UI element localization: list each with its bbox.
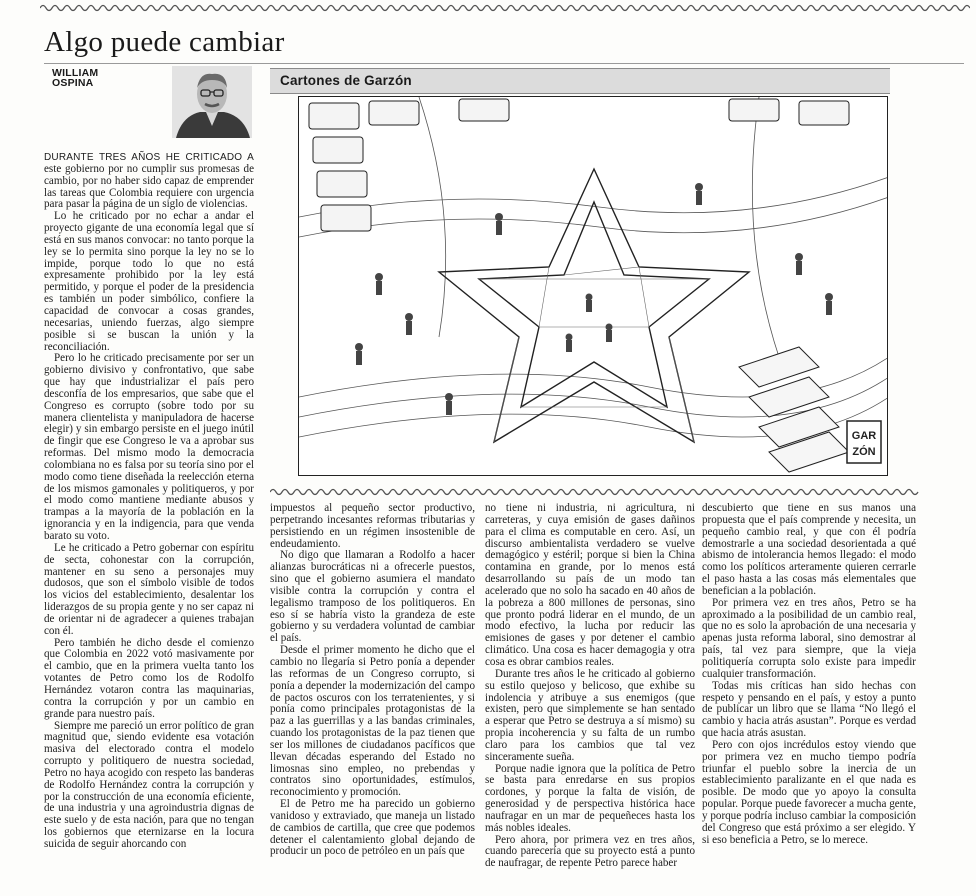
article-paragraph: Durante tres años le he criticado al gobierno su estilo quejoso y belicoso, que exhibe su indolencia y atribuye a sus enemigos (que existen, pero que simplemente se han sentado a esperar que Petro se destruya a sí mismo) su propia incoherencia y su falta de un rumbo claro para los cambios que tal vez sinceramente sueña. [485, 667, 695, 763]
lead-text: este gobierno por no cumplir sus promesas de cambio, por no haber sido capaz de emprender las tareas que Colombia requiere con urgencia para pasar la página de un siglo de violencias. [44, 162, 254, 211]
article-paragraph: No digo que llamaran a Rodolfo a hacer alianzas burocráticas ni a ofrecerle puestos, sino que el gobierno asumiera el mandato visible contra la corrupción y contra el legalismo tramposo de los politiqueros. En eso sí se habría visto la grandeza de este gobierno y su verdadera voluntad de cambiar el país. [270, 549, 475, 645]
article-paragraph: Todas mis críticas han sido hechas con respeto y pensando en el país, y estoy a punto de publicar un libro que se llama “No llegó el cambio y hacia atrás asustan”. Porque es verdad que hacia atrás asustan. [702, 679, 916, 740]
article-paragraph: Pero también he dicho desde el comienzo que Colombia en 2022 votó masivamente por el cambio, que en la primera vuelta tanto los votantes de Petro como los de Rodolfo Hernández votaron contra las maquinarias, contra la corrupción y por un cambio en grande para nuestro país. [44, 636, 254, 720]
author-first-name: WILLIAM [52, 67, 99, 79]
article-paragraph: impuestos al pequeño sector productivo, perpetrando incesantes reformas tributarias y persistiendo en un régimen insostenible de endeudamiento. [270, 502, 475, 550]
cartoon-section-label: Cartones de Garzón [280, 73, 412, 88]
top-wave-ornament [40, 2, 970, 14]
article-paragraph: Por primera vez en tres años, Petro se ha aproximado a la posibilidad de un cambio real, que no es solo la aprobación de una necesaria y apenas justa reforma laboral, sino demostrar al país, tal vez para siempre, que la vieja politiquería corrupta solo existe para impedir cualquier transformación. [702, 596, 916, 680]
page-title: Algo puede cambiar [44, 26, 285, 58]
article-paragraph: Siempre me pareció un error político de gran magnitud que, siendo evidente esa votación masiva del electorado contra el modelo corrupto y politiquero de nuestra sociedad, Petro no haya acogido con respeto las banderas de Rodolfo Hernández contra la corrupción y por la construcción de una economía eficiente, de una industria y una agroindustria dignas de este suelo y de esta nación, para que no tengan los gobiernos que eternizarse en la locura suicida de seguir ahorcando con [44, 719, 254, 850]
article-column-2 [270, 503, 475, 858]
article-column-3 [485, 503, 695, 870]
svg-text:ZÓN: ZÓN [852, 446, 876, 458]
article-paragraph: El de Petro me ha parecido un gobierno vanidoso y extraviado, que maneja un listado de cambios de cartilla, que cree que podemos detener el calentamiento global dejando de producir un poco de petróleo en un país que [270, 798, 475, 858]
author-photo [172, 66, 252, 138]
article-paragraph: Pero con ojos incrédulos estoy viendo que por primera vez en mucho tiempo podría triunfar el pueblo sobre la inercia de un establecimiento paralizante en el que nada es posible. De modo que yo apoyo la consulta popular. Porque puede favorecer a mucha gente, y porque podría incluso cambiar la composición del Congreso que está próximo a ser elegido. Y si eso beneficia a Petro, se lo merece. [702, 738, 916, 846]
editorial-cartoon [298, 96, 888, 476]
article-paragraph [44, 152, 254, 211]
article-paragraph: Pero ahora, por primera vez en tres años, cuando parecería que su proyecto está a punto de naufragar, de repente Petro parece haber [485, 833, 695, 870]
article-paragraph: no tiene ni industria, ni agricultura, ni carreteras, y cuya emisión de gases dañinos para el clima es computable en cero. Así, un discurso ambientalista verdadero se vuelve demagógico y estéril; porque si bien la China contamina en grande, por lo menos está desarrollando su país de un modo tan acelerado que no solo ha sacado en 40 años de la pobreza a 800 millones de personas, sino que pronto podrá liderar en el mundo, de un modo efectivo, la lucha por reducir las emisiones de gases y por detener el cambio climático. Una cosa es hacer demagogia y otra cosa es obrar cambios reales. [485, 502, 695, 668]
article-column-1 [44, 152, 254, 851]
author-name [52, 68, 98, 88]
cartoon-signature [847, 421, 881, 463]
article-paragraph: descubierto que tiene en sus manos una propuesta que el país comprende y necesita, un pequeño cambio real, y que con él podría demostrarle a una sociedad desorientada a qué abismo de intolerancia hemos llegado: el modo como los políticos arteramente quieren cerrarle el paso hasta a las cosas más elementales que benefician a la población. [702, 502, 916, 597]
article-column-4 [702, 503, 916, 846]
author-last-name: OSPINA [52, 77, 94, 89]
article-paragraph: Le he criticado a Petro gobernar con espíritu de secta, cohonestar con la corrupción, mantener en su seno a personajes muy dudosos, que son el símbolo visible de todos los vicios del establecimiento, desalentar los liderazgos de su propia gente y no ser capaz ni de orientar ni de agradecer a quienes trabajan con él. [44, 541, 254, 637]
mid-wave-ornament [270, 486, 920, 498]
lead-caps: DURANTE TRES AÑOS HE CRITICADO A [44, 152, 254, 163]
article-paragraph: Pero lo he criticado precisamente por ser un gobierno divisivo y confrontativo, que sabe que hay que industrializar el país pero desconfía de los empresarios, que sabe que el Congreso es corrupto (sobre todo por su manera clientelista y manipuladora de hacerse elegir) y sin embargo persiste en el juego inútil de fingir que ese Congreso le va a aprobar sus reformas. Del mismo modo la democracia colombiana no es falsa por su teoría sino por el modo como tiene diseñada la reelección eterna de los mismos gamonales y politiqueros, y por el modo como mantiene mediante abusos y trampas a la mayoría de la población en la ignorancia y en la indigencia, para que venda barato su voto. [44, 352, 254, 542]
article-paragraph: Desde el primer momento he dicho que el cambio no llegaría si Petro ponía a depender las reformas de un Congreso corrupto, si ponía a depender la modernización del campo de pactos oscuros con los terratenientes, y si ponía como principales protagonistas de la paz a las guerrillas y a las bandas criminales, cuando los protagonistas de la paz tienen que ser los millones de ciudadanos pacíficos que llevan décadas esperando del Estado no limosnas sino empleo, no prebendas y contratos sino oportunidades, estímulos, reconocimiento y promoción. [270, 644, 475, 799]
cartoon-section-header [270, 68, 890, 94]
title-divider [44, 63, 964, 64]
article-paragraph: Lo he criticado por no echar a andar el proyecto gigante de una economía legal que sí está en sus manos convocar: no tanto porque la ley se lo permita sino porque la ley no se lo impide, porque todo lo que no está expresamente prohibido por la ley está permitido, y porque el poder de la presidencia es también un poder simbólico, confiere la capacidad de convocar a cosas grandes, necesarias, uniendo fuerzas, algo siempre posible si se buscan la unión y la reconciliación. [44, 210, 254, 353]
article-paragraph: Porque nadie ignora que la política de Petro se basta para enredarse en sus propios cordones, y porque la falta de visión, de generosidad y de perspectiva histórica hace naufragar en un mar de pequeñeces hasta los más nobles ideales. [485, 762, 695, 834]
svg-text:GAR: GAR [851, 430, 877, 442]
